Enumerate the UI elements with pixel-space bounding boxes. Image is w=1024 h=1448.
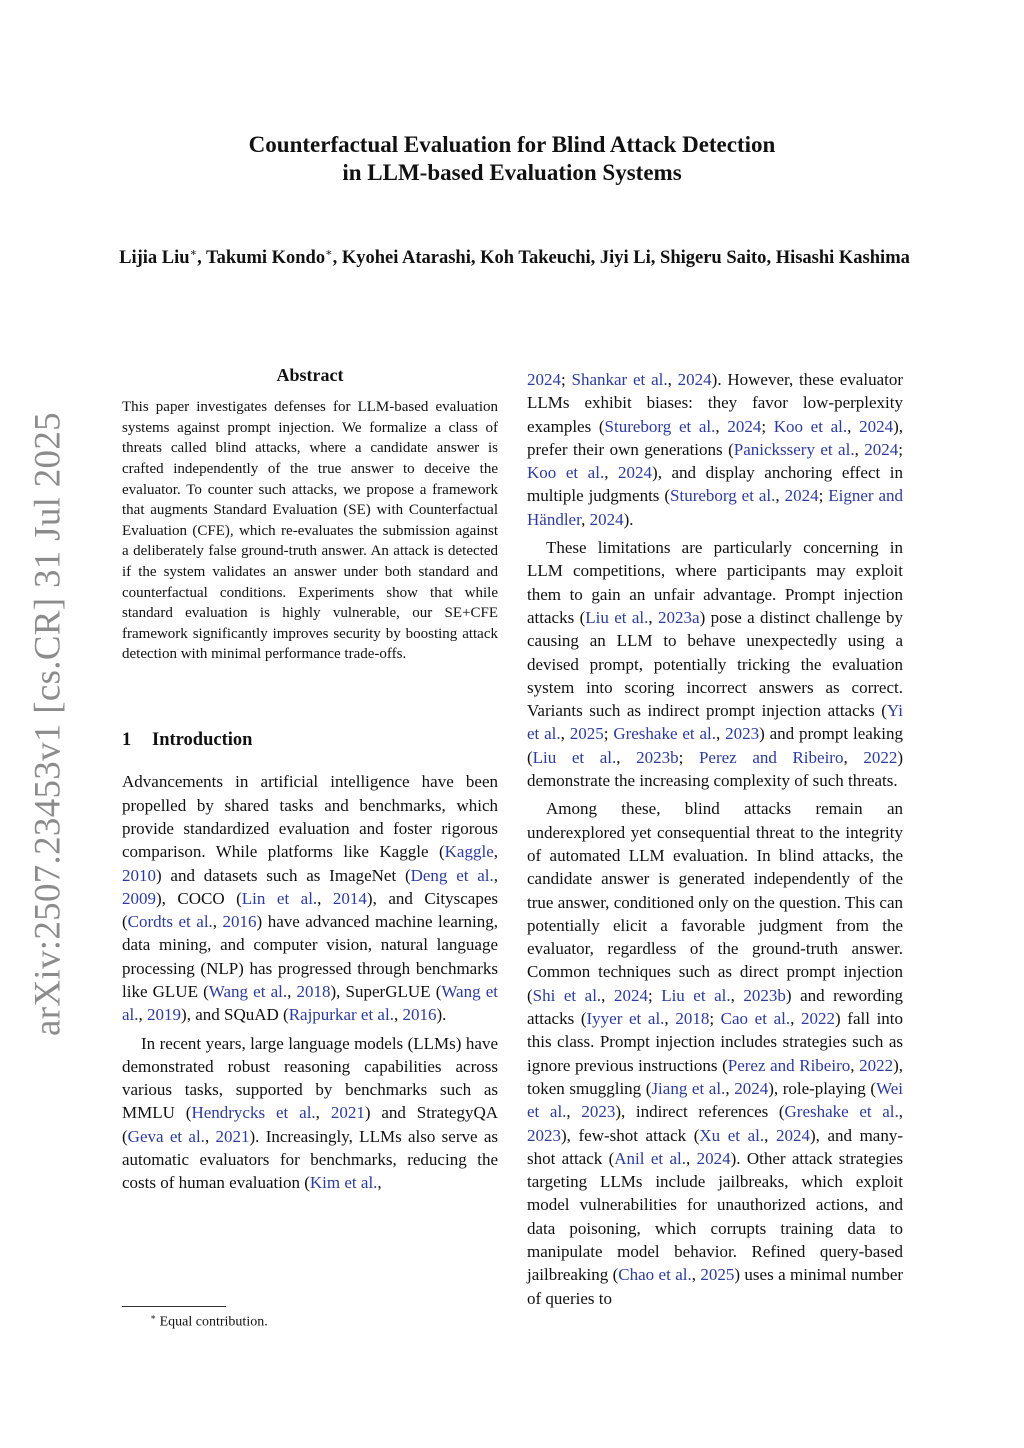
citation-link[interactable]: 2019 xyxy=(147,1005,182,1025)
citation-link[interactable]: Cao et al. xyxy=(720,1009,791,1029)
citation-link[interactable]: Wang et al. xyxy=(208,981,288,1001)
citation-link[interactable]: 2024 xyxy=(859,416,894,436)
citation-link[interactable]: 2018 xyxy=(675,1009,710,1029)
intro-paragraph-2-continued: 2024; Shankar et al., 2024). However, these evaluator LLMs exhibit biases: they favor low-perplexity examples (Stureborg et al., 2024; Koo et al., 2024), prefer their own generations (Panickssery et al., 2024; Koo et al., 2024), and display anchoring effect in multiple judgments (Stureborg et al., 2024; Eigner and Händler, 2024). xyxy=(527,370,904,529)
citation-link[interactable]: Shankar et al. xyxy=(571,370,668,389)
citation-link[interactable]: Eigner and Händler xyxy=(527,486,904,529)
citation-link[interactable]: Cordts et al. xyxy=(127,912,213,932)
citation-link[interactable]: Perez and Ribeiro xyxy=(727,1055,851,1075)
abstract-body: This paper investigates defenses for LLM-based evaluation systems against prompt injection. We formalize a class of threats called blind attacks, where a candidate answer is crafted independently of the true answer to deceive the evaluator. To counter such attacks, we propose a framework that augments Standard Evaluation (SE) with Counterfactual Evaluation (CFE), which re-evaluates the submission against a deliberately false ground-truth answer. An attack is detected if the system validates an answer under both standard and counterfactual conditions. Experiments show that while standard evaluation is highly vulnerable, our SE+CFE framework significantly improves security by boosting attack detection with minimal performance trade-offs. xyxy=(122,399,498,663)
author: Hisashi Kashima xyxy=(775,248,910,269)
citation-link[interactable]: Hendrycks et al. xyxy=(191,1103,316,1123)
citation-link[interactable]: 2024 xyxy=(613,985,648,1005)
citation-link[interactable]: Stureborg et al. xyxy=(670,486,776,506)
citation-link[interactable]: Xu et al. xyxy=(699,1125,765,1145)
citation-link[interactable]: 2009 xyxy=(122,888,156,908)
citation-link[interactable]: Lin et al. xyxy=(241,888,318,908)
citation-link[interactable]: 2024 xyxy=(696,1148,731,1168)
citation-link[interactable]: Wei et al. xyxy=(527,1078,904,1122)
citation-link[interactable]: 2018 xyxy=(296,981,331,1001)
citation-link[interactable]: Geva et al. xyxy=(127,1126,205,1146)
citation-link[interactable]: Liu et al. xyxy=(661,985,731,1005)
citation-link[interactable]: 2025 xyxy=(700,1265,735,1285)
citation-link[interactable]: 2021 xyxy=(330,1103,365,1123)
title-line-2: in LLM-based Evaluation Systems xyxy=(342,160,682,185)
citation-link[interactable]: 2024 xyxy=(775,1125,810,1145)
citation-link[interactable]: 2023b xyxy=(743,985,786,1005)
author: Kyohei Atarashi xyxy=(341,248,471,269)
footnote-rule xyxy=(122,1306,226,1307)
citation-link[interactable]: Jiang et al. xyxy=(651,1078,726,1098)
citation-link[interactable]: 2024 xyxy=(589,509,624,529)
author-list: Lijia Liu∗, Takumi Kondo∗, Kyohei Atarashi, Koh Takeuchi, Jiyi Li, Shigeru Saito, Hisashi Kashima xyxy=(119,247,910,269)
citation-link[interactable]: 2022 xyxy=(859,1055,894,1075)
citation-link[interactable]: 2014 xyxy=(332,888,367,908)
footnote-mark: ∗ xyxy=(150,1312,157,1322)
citation-link[interactable]: Perez and Ribeiro xyxy=(698,747,844,767)
intro-paragraph-4: Among these, blind attacks remain an underexplored yet consequential threat to the integrity of automated LLM evaluation. In blind attacks, the candidate answer is generated independently of the true answer, conditioned only on the question. This can potentially elicit a favorable judgment from the evaluator, regardless of the ground-truth answer. Common techniques such as direct prompt injection (Shi et al., 2024; Liu et al., 2023b) and rewording attacks (Iyyer et al., 2018; Cao et al., 2022) fall into this class. Prompt injection includes strategies such as ignore previous instructions (Perez and Ribeiro, 2022), token smuggling (Jiang et al., 2024), role-playing (Wei et al., 2023), indirect references (Greshake et al., 2023), few-shot attack (Xu et al., 2024), and many-shot attack (Anil et al., 2024). Other attack strategies targeting LLMs include jailbreaks, which exploit model vulnerabilities for unauthorized actions, and data poisoning, which corrupts training data to manipulate model behavior. Refined query-based jailbreaking (Chao et al., 2025) uses a minimal number of queries to xyxy=(527,799,904,1308)
citation-link[interactable]: Greshake et al. xyxy=(613,724,716,744)
citation-link[interactable]: Anil et al. xyxy=(614,1148,686,1168)
citation-link[interactable]: 2021 xyxy=(215,1126,250,1146)
author: Lijia Liu∗ xyxy=(119,247,198,269)
citation-link[interactable]: 2024 xyxy=(677,370,712,389)
intro-paragraph-2: In recent years, large language models (LLMs) have demonstrated robust reasoning capabilities across various tasks, supported by benchmarks such as MMLU (Hendrycks et al., 2021) and StrategyQA (Geva et al., 2021). Increasingly, LLMs also serve as automatic evaluators for benchmarks, reducing the costs of human evaluation (Kim et al., xyxy=(122,1033,499,1193)
citation-link[interactable]: 2023a xyxy=(658,607,700,627)
citation-link[interactable]: 2022 xyxy=(801,1009,835,1029)
author: Shigeru Saito xyxy=(660,248,767,269)
citation-link[interactable]: 2023 xyxy=(581,1102,616,1122)
section-title: Introduction xyxy=(152,730,253,751)
citation-link[interactable]: 2025 xyxy=(569,724,604,744)
section-number: 1 xyxy=(122,730,132,751)
citation-link[interactable]: Chao et al. xyxy=(618,1265,692,1285)
citation-link[interactable]: 2022 xyxy=(863,747,898,767)
intro-paragraph-3: These limitations are particularly concerning in LLM competitions, where participants may exploit them to gain an unfair advantage. Prompt injection attacks (Liu et al., 2023a) pose a distinct challenge by causing an LLM to behave unexpectedly using a devised prompt, potentially tricking the evaluation system into scoring incorrect answers as correct. Variants such as indirect prompt injection attacks (Yi et al., 2025; Greshake et al., 2023) and prompt leaking (Liu et al., 2023b; Perez and Ribeiro, 2022) demonstrate the increasing complexity of such threats. xyxy=(527,538,904,791)
left-column xyxy=(122,364,498,1195)
citation-link[interactable]: 2024 xyxy=(727,416,762,436)
footnote xyxy=(150,1312,268,1331)
citation-link[interactable]: 2023b xyxy=(636,747,679,767)
citation-link[interactable]: Koo et al. xyxy=(527,463,605,483)
citation-link[interactable]: Iyyer et al. xyxy=(586,1009,665,1029)
paper-title xyxy=(0,131,1024,187)
citation-link[interactable]: Kaggle xyxy=(444,842,494,862)
citation-link[interactable]: Deng et al. xyxy=(410,865,494,885)
citation-link[interactable]: 2024 xyxy=(864,439,899,459)
title-line-1: Counterfactual Evaluation for Blind Attack Detection xyxy=(248,132,776,157)
footnote-text: Equal contribution. xyxy=(159,1314,268,1330)
citation-link[interactable]: Koo et al. xyxy=(773,416,848,436)
citation-link[interactable]: Liu et al. xyxy=(585,607,649,627)
citation-link[interactable]: Shi et al. xyxy=(532,985,602,1005)
section-heading xyxy=(122,729,498,752)
citation-link[interactable]: 2023 xyxy=(725,724,760,744)
citation-link[interactable]: Greshake et al. xyxy=(784,1102,899,1122)
citation-link[interactable]: 2024 xyxy=(784,486,819,506)
citation-link[interactable]: Rajpurkar et al. xyxy=(288,1005,394,1025)
citation-link[interactable]: 2024 xyxy=(734,1078,769,1098)
citation-link[interactable]: 2016 xyxy=(222,912,257,932)
citation-link[interactable]: Panickssery et al. xyxy=(733,439,855,459)
arxiv-identifier[interactable]: arXiv:2507.23453v1 [cs.CR] 31 Jul 2025 xyxy=(27,412,69,1036)
citation-link[interactable]: Kim et al. xyxy=(309,1173,378,1193)
intro-paragraph-1: Advancements in artificial intelligence have been propelled by shared tasks and benchmarks, which provide standardized evaluation and foster rigorous comparison. While platforms like Kaggle (Kaggle, 2010) and datasets such as ImageNet (Deng et al., 2009), COCO (Lin et al., 2014), and Cityscapes (Cordts et al., 2016) have advanced machine learning, data mining, and computer vision, natural language processing (NLP) has progressed through benchmarks like GLUE (Wang et al., 2018), SuperGLUE (Wang et al., 2019), and SQuAD (Rajpurkar et al., 2016). xyxy=(122,772,499,1025)
citation-link[interactable]: Liu et al. xyxy=(532,747,617,767)
citation-link[interactable]: 2024 xyxy=(618,463,653,483)
citation-link[interactable]: Stureborg et al. xyxy=(604,416,716,436)
citation-link[interactable]: Yi et al. xyxy=(527,701,903,744)
author: Takumi Kondo∗ xyxy=(205,247,333,269)
citation-link[interactable]: 2023 xyxy=(527,1125,561,1145)
right-column xyxy=(527,368,903,1310)
author: Koh Takeuchi xyxy=(480,248,591,269)
citation-link[interactable]: Wang et al. xyxy=(122,981,499,1025)
abstract-heading: Abstract xyxy=(276,365,344,385)
citation-link[interactable]: 2024 xyxy=(527,370,561,389)
citation-link[interactable]: 2010 xyxy=(122,865,156,885)
author: Jiyi Li xyxy=(599,248,651,269)
citation-link[interactable]: 2016 xyxy=(402,1005,437,1025)
